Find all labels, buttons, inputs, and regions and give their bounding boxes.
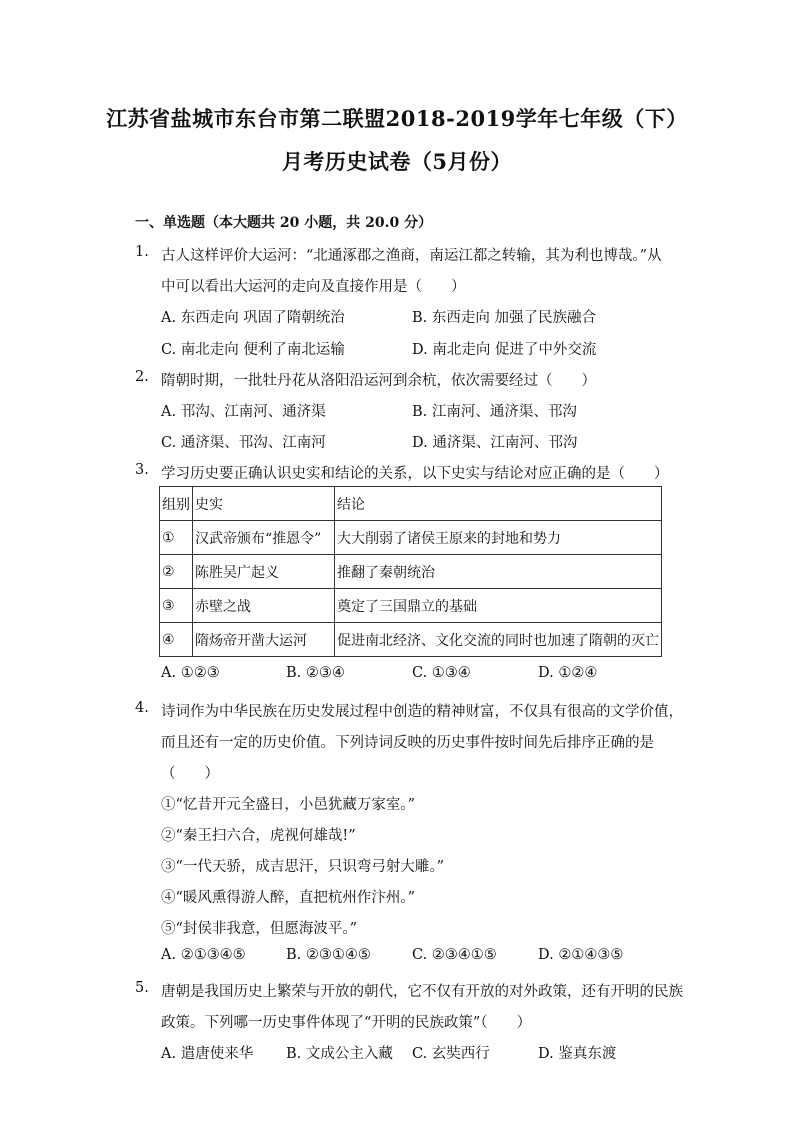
table-header-cell: 史实 [193,487,335,521]
table-header-row [160,487,662,521]
question-text-line: 隋朝时期，一批牡丹花从洛阳沿运河到余杭，依次需要经过（ ） [161,373,596,389]
table-cell: 陈胜吴广起义 [193,555,335,589]
exam-title-line1: 江苏省盐城市东台市第二联盟2018-2019学年七年级（下） [106,106,688,131]
option-b: B. ②③④ [286,665,345,681]
table-row [160,589,662,623]
question-number: 5. [135,980,149,996]
question-text-line: 而且还有一定的历史价值。下列诗词反映的历史事件按时间先后排序正确的是 [161,735,654,751]
table-row [160,555,662,589]
option-a: A. 邗沟、江南河、通济渠 [161,404,326,420]
option-b: B. 文成公主入藏 [286,1046,393,1062]
question-text-line: 诗词作为中华民族在历史发展过程中创造的精神财富，不仅具有很高的文学价值， [161,704,683,720]
table-cell: 隋炀帝开凿大运河 [193,623,335,657]
question-number: 2. [135,369,149,385]
table-cell: ④ [160,623,193,657]
option-d: D. 通济渠、江南河、邗沟 [412,435,578,451]
table-cell: 赤壁之战 [193,589,335,623]
poem-line: ③“一代天骄，成吉思汗，只识弯弓射大雕。” [161,859,445,875]
option-c: C. 南北走向 便利了南北运输 [161,342,345,358]
poem-line: ⑤“封侯非我意，但愿海波平。” [161,921,358,937]
option-b: B. 东西走向 加强了民族融合 [412,310,596,326]
table-row [160,623,662,657]
table-cell: ① [160,521,193,555]
poem-line: ①“忆昔开元全盛日，小邑犹藏万家室。” [161,797,416,813]
option-d: D. ①②④ [538,665,598,681]
option-b: B. ②③①④⑤ [286,947,371,963]
question-text-line: 中可以看出大运河的走向及直接作用是（ ） [161,279,466,295]
option-c: C. 玄奘西行 [412,1046,490,1062]
exam-title-line2: 月考历史试卷（5月份） [281,149,513,174]
option-a: A. 东西走向 巩固了隋朝统治 [161,310,345,326]
question-number: 3. [135,462,149,478]
question-text-line: 政策。下列哪一历史事件体现了“开明的民族政策”（ ） [161,1015,532,1031]
table-cell: 推翻了秦朝统治 [335,555,662,589]
option-c: C. 通济渠、邗沟、江南河 [161,435,326,451]
question-number: 1. [135,244,149,260]
option-d: D. 南北走向 促进了中外交流 [412,342,597,358]
option-c: C. ①③④ [412,665,471,681]
table-cell: 大大削弱了诸侯王原来的封地和势力 [335,521,662,555]
table-cell: 汉武帝颁布“推恩令” [193,521,335,555]
table-header-cell: 结论 [335,487,662,521]
section-heading: 一、单选题（本大题共 20 小题，共 20.0 分） [135,215,433,231]
option-d: D. 鉴真东渡 [538,1046,617,1062]
table-cell: 促进南北经济、文化交流的同时也加速了隋朝的灭亡 [335,623,662,657]
question-text-line: 唐朝是我国历史上繁荣与开放的朝代，它不仅有开放的对外政策，还有开明的民族 [161,984,683,1000]
table-cell: ③ [160,589,193,623]
question-text-line: （ ） [161,766,219,782]
table-header-cell: 组别 [160,487,193,521]
option-d: D. ②①④③⑤ [538,947,624,963]
question-text-line: 学习历史要正确认识史实和结论的关系，以下史实与结论对应正确的是（ ） [161,466,669,482]
question-number: 4. [135,700,149,716]
poem-line: ②“秦王扫六合，虎视何雄哉!” [161,828,356,844]
option-a: A. 遣唐使来华 [161,1046,254,1062]
table-cell: 奠定了三国鼎立的基础 [335,589,662,623]
question-text-line: 古人这样评价大运河：“北通涿郡之渔商，南运江都之转输，其为利也博哉。”从 [161,248,662,264]
option-c: C. ②③④①⑤ [412,947,497,963]
poem-line: ④“暖风熏得游人醉，直把杭州作汴州。” [161,890,416,906]
table-row [160,521,662,555]
option-a: A. ①②③ [161,665,220,681]
option-b: B. 江南河、通济渠、邗沟 [412,404,577,420]
option-a: A. ②①③④⑤ [161,947,246,963]
history-table [159,486,662,657]
table-cell: ② [160,555,193,589]
